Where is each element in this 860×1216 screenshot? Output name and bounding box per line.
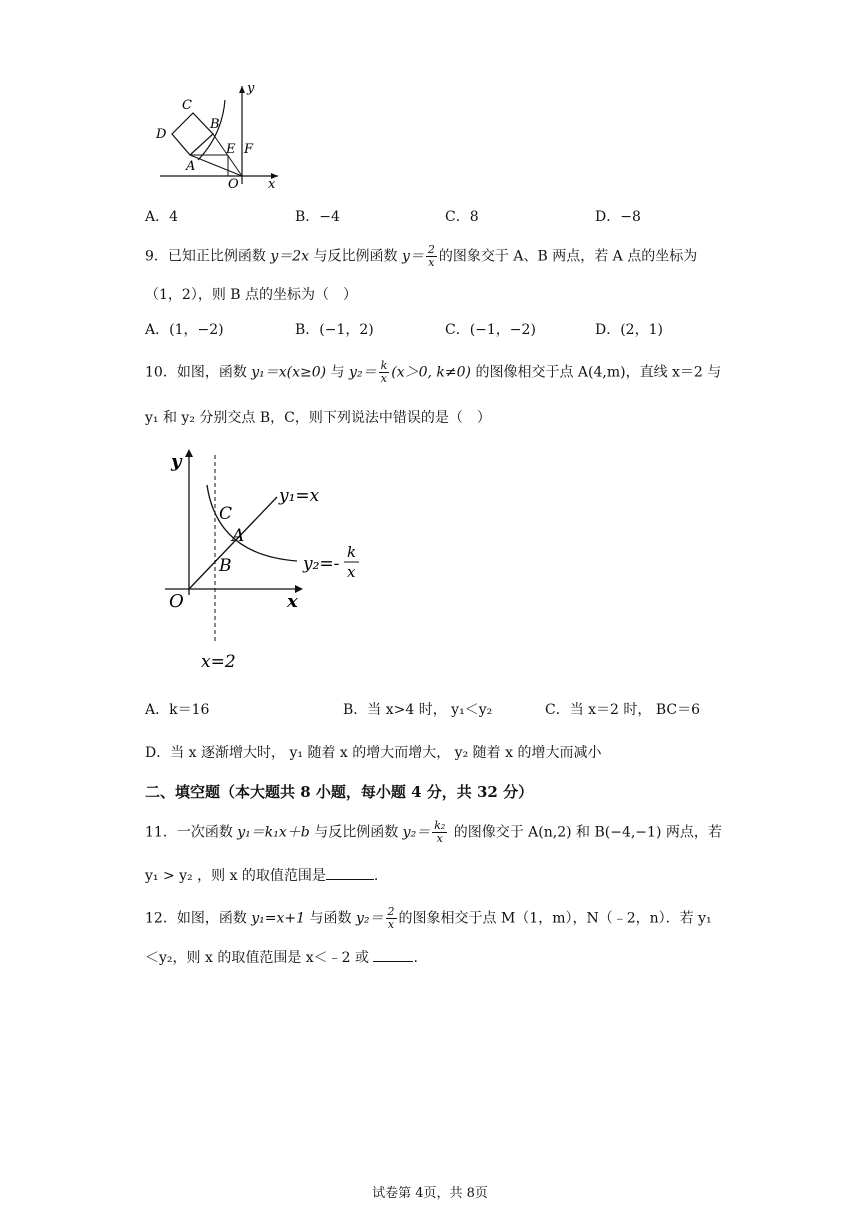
label-y1: y₁=x bbox=[279, 486, 320, 506]
label-x: x bbox=[268, 177, 276, 190]
q8-option-b: B．−4 bbox=[295, 209, 340, 225]
section-heading: 二、填空题（本大题共 8 小题，每小题 4 分，共 32 分） bbox=[145, 783, 534, 801]
q12-stem-line2: ＜y₂，则 x 的取值范围是 x＜﹣2 或 . bbox=[145, 947, 418, 968]
q8-option-d: D．−8 bbox=[595, 209, 641, 225]
label-kx: x bbox=[347, 563, 356, 581]
fraction: $\frac{2}{x}$ bbox=[427, 243, 435, 269]
fraction: $\frac{k}{x}$ bbox=[380, 359, 388, 385]
label-A: A bbox=[186, 159, 196, 174]
q10-option-b: B．当 x>4 时， y₁＜y₂ bbox=[343, 702, 493, 718]
figure-q8 bbox=[150, 80, 285, 190]
q8-option-a: A．4 bbox=[145, 209, 179, 225]
q11-stem-line2: y₁ > y₂ ，则 x 的取值范围是 . bbox=[145, 865, 378, 886]
q9-option-a: A．(1，−2) bbox=[145, 322, 224, 338]
answer-blank[interactable] bbox=[373, 947, 413, 962]
label-y2: y₂=- bbox=[303, 554, 340, 574]
label-y: y bbox=[247, 81, 255, 96]
q12-stem-line1: 12．如图，函数 y₁=x+1 与函数 y₂＝ $\frac{2}{x}$ 的图象相交于点 M（1，m），N（﹣2，n）．若 y₁ bbox=[145, 905, 712, 931]
q10-option-d: D．当 x 逐渐增大时， y₁ 随着 x 的增大而增大， y₂ 随着 x 的增大而减小 bbox=[145, 745, 602, 761]
label-y: y bbox=[171, 451, 182, 472]
q9-option-c: C．(−1，−2) bbox=[445, 322, 536, 338]
q9-stem-line1: 9．已知正比例函数 y＝2x 与反比例函数 y＝ $\frac{2}{x}$ 的图象交于 A、B 两点，若 A 点的坐标为 bbox=[145, 243, 698, 269]
page-footer: 试卷第 4页，共 8页 bbox=[372, 1186, 488, 1201]
figure-q10 bbox=[155, 445, 370, 675]
fraction: $\frac{2}{x}$ bbox=[387, 905, 395, 931]
label-O: O bbox=[228, 177, 239, 190]
q10-stem-line2: y₁ 和 y₂ 分别交点 B，C，则下列说法中错误的是（ ） bbox=[145, 410, 491, 426]
label-O: O bbox=[169, 591, 184, 612]
label-B: B bbox=[219, 556, 232, 576]
q9-stem-line2: （1，2），则 B 点的坐标为（ ） bbox=[145, 287, 358, 303]
label-k: k bbox=[347, 543, 357, 561]
fraction: $\frac{\text{k₂}}{x}$ bbox=[434, 819, 446, 845]
label-E: E bbox=[226, 142, 236, 157]
q11-stem-line1: 11．一次函数 y₁＝k₁x＋b 与反比例函数 y₂＝ $\frac{\text{k₂}}{x}$ 的图像交于 A(n,2) 和 B(−4,−1) 两点，若 bbox=[145, 819, 722, 845]
label-x-eq-2: x=2 bbox=[201, 652, 236, 672]
q10-stem-line1: 10．如图，函数 y₁＝x(x≥0) 与 y₂＝ $\frac{k}{x}$ (x＞0, k≠0) 的图像相交于点 A(4,m)，直线 x＝2 与 bbox=[145, 359, 722, 385]
label-F: F bbox=[244, 142, 254, 157]
q10-option-a: A．k＝16 bbox=[145, 702, 210, 718]
label-x: x bbox=[287, 591, 298, 612]
label-B: B bbox=[210, 117, 220, 132]
q10-option-c: C．当 x＝2 时， BC＝6 bbox=[545, 702, 701, 718]
label-C: C bbox=[219, 504, 233, 524]
answer-blank[interactable] bbox=[326, 865, 374, 880]
label-C: C bbox=[182, 98, 192, 113]
label-D: D bbox=[156, 127, 167, 142]
q9-option-b: B．(−1，2) bbox=[295, 322, 374, 338]
label-A: A bbox=[232, 526, 245, 546]
q8-option-c: C．8 bbox=[445, 209, 479, 225]
q9-option-d: D．(2，1) bbox=[595, 322, 663, 338]
